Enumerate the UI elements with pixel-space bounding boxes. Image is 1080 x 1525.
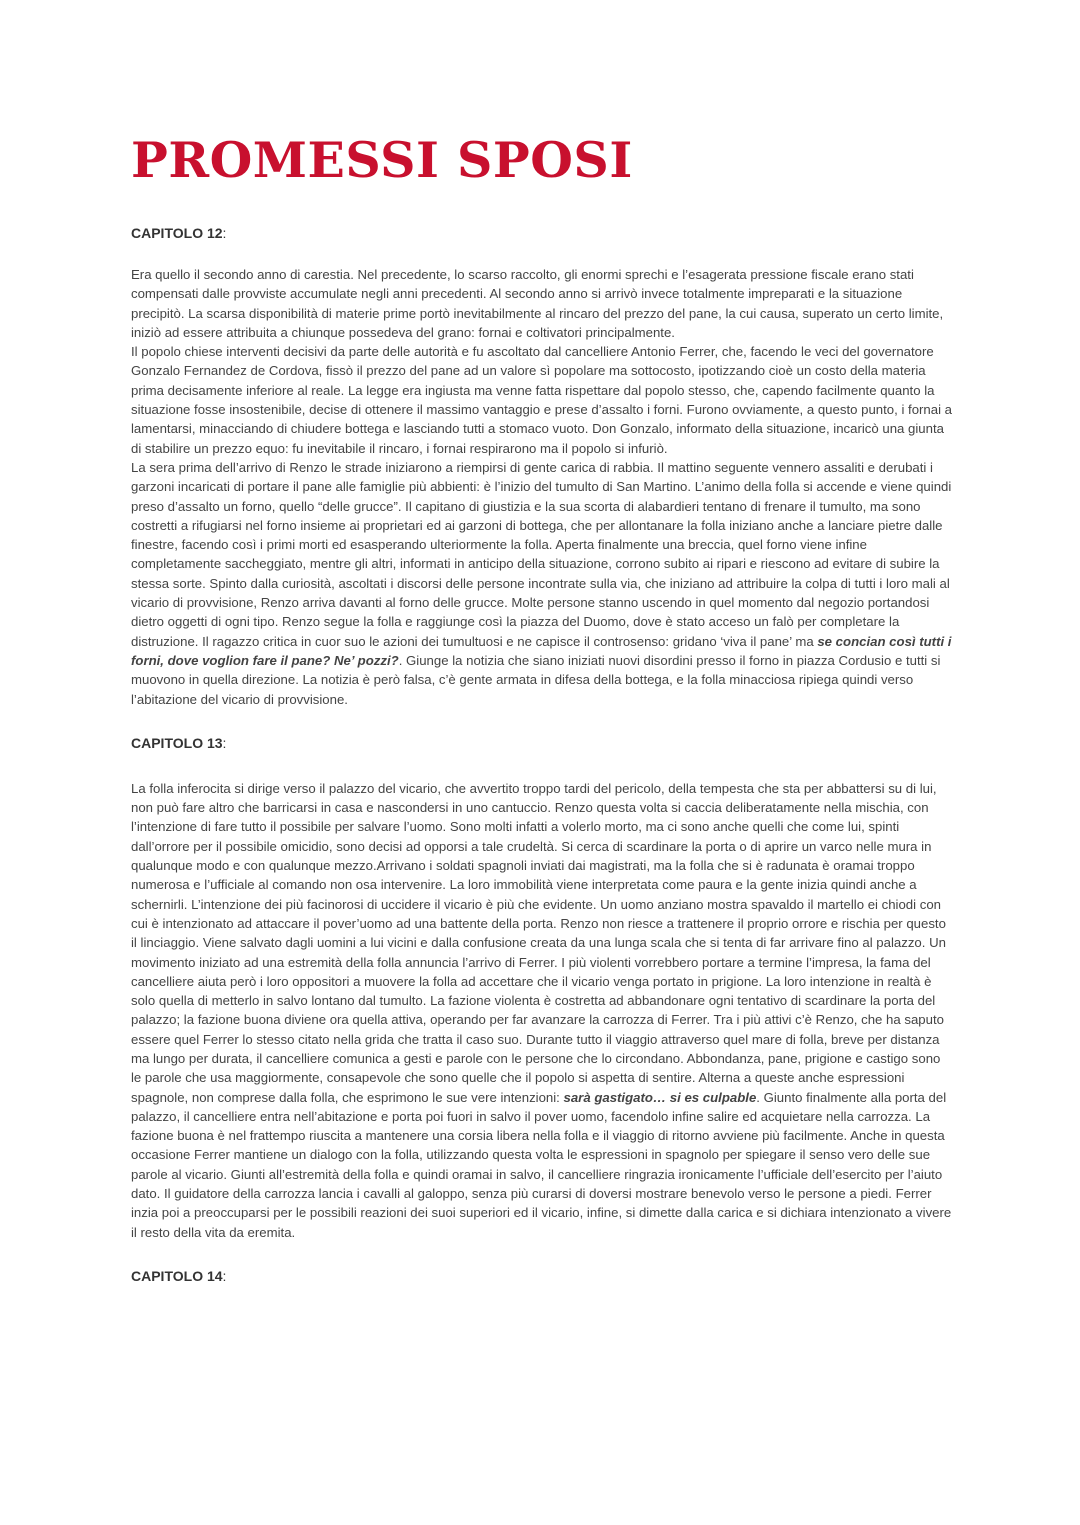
document-title: PROMESSI SPOSI bbox=[131, 131, 633, 189]
chapter-13-colon: : bbox=[222, 734, 227, 751]
chapter-13-paragraph-1 bbox=[131, 779, 953, 1242]
chapter-12-italic-quote: se concian così tutti i forni, dove voglion fare il pane? Ne’ pozzi? bbox=[131, 633, 952, 668]
chapter-13-paragraph-1-tail: . Giunto finalmente alla porta del palazzo, il cancelliere entra nell’abitazione e porta poi fuori in salvo il pover uomo, facendolo infine salire ed acquietare nella carrozza. La fazione buona è nel frattempo riuscita a mantenere una corsia libera nella folla e il viaggio di ritorno avviene più facilmente. Anche in questa occasione Ferrer mantiene un dialogo con la folla, utilizzando questa volta le espressioni in spagnolo per spiegare il senso vero delle sue parole al vicario. Giunti all’estremità della folla e quindi oramai in salvo, il cancelliere ringrazia ironicamente l’ufficiale dell’esercito per l’aiuto dato. Il guidatore della carrozza lancia i cavalli al galoppo, senza più curarsi di doversi mostrare benevolo verso le persone a piedi. Ferrer inzia poi a preoccuparsi per le possibili reazioni dei suoi superiori ed il vicario, infine, si dimette dalla carica e si dichiara intenzionato a vivere il resto della vita da eremita. bbox=[131, 1089, 952, 1240]
chapter-13-label: CAPITOLO 13 bbox=[131, 734, 223, 751]
chapter-12-paragraph-2: Il popolo chiese interventi decisivi da parte delle autorità e fu ascoltato dal cancelliere Antonio Ferrer, che, facendo le veci del governatore Gonzalo Fernandez de Cordova, fissò il prezzo del pane ad un valore sì popolare ma sottocosto, ipotizzando cioè un costo della materia prima decisamente inferiore al reale. La legge era ingiusta ma venne fatta rispettare dal popolo stesso, che, capendo facilmente quanto la situazione fosse insostenibile, decise di ottenere il massimo vantaggio e prese d’assalto i forni. Furono ovviamente, a questo punto, i fornai a lamentarsi, minacciando di chiudere bottega e lasciando tutti a stomaco vuoto. Don Gonzalo, informato della situazione, incaricò una giunta di stabilire un prezzo equo: fu inevitabile il rincaro, i fornai respirarono ma il popolo si infuriò. bbox=[131, 344, 953, 456]
chapter-heading-14 bbox=[131, 1267, 953, 1286]
chapter-heading-13 bbox=[131, 734, 953, 753]
chapter-12-colon: : bbox=[222, 225, 227, 241]
chapter-13-paragraph-1-text: La folla inferocita si dirige verso il palazzo del vicario, che avvertito troppo tardi del pericolo, della tempesta che sta per abbattersi su di lui, non può fare altro che barricarsi in casa e nascondersi in uno cantuccio. Renzo questa volta si caccia deliberatamente nella mischia, con l’intenzione di fare tutto il possibile per salvare l’uomo. Sono molti infatti a volerlo morto, ma ci sono anche quelli che come lui, spinti dall’orrore per il possibile omicidio, sono decisi ad opporsi a tale crudeltà. Si cerca di scardinare la porta o di aprire un varco nelle mura in qualunque modo e con qualunque mezzo.Arrivano i soldati spagnoli inviati dai magistrati, ma la folla che si è radunata è oramai troppo numerosa e l’ufficiale al comando non osa intervenire. La loro immobilità viene interpretata come paura e la gente inizia quindi anche a schernirli. L’intenzione dei più facinorosi di uccidere il vicario è più che evidente. Un uomo anziano mostra spavaldo il martello ei chiodi con cui è intenzionato ad attaccare il pover’uomo ad una battente della porta. Renzo non riesce a trattenere il proprio orrore e rischia per questo il linciaggio. Viene salvato dagli uomini a lui vicini e dalla confusione creata da una lunga scala che si tenta di far arrivare fino al palazzo. Un movimento iniziato ad una estremità della folla annuncia l’arrivo di Ferrer. I più violenti vorrebbero portare a termine l’impresa, la fama del cancelliere aiuta però i loro oppositori a muovere la folla ad accettare che il vicario venga portato in prigione. La loro intenzione in realtà è solo quella di metterlo in salvo lontano dal tumulto. La fazione violenta è costretta ad abbandonare ogni tentativo di scardinare la porta del palazzo; la fazione buona diviene ora quella attiva, operando per far avanzare la carrozza di Ferrer. Tra i più attivi c’è Renzo, che ha saputo essere quel Ferrer lo stesso citato nella grida che tratta il caso suo. Durante tutto il viaggio attraverso quel mare di folla, breve per distanza ma lungo per durata, il cancelliere comunica a gesti e parole con le persone che lo circondano. Abbondanza, pane, prigione e castigo sono le parole che usa maggiormente, consapevole che sono quelle che il popolo si aspetta di sentire. Alterna a queste anche espressioni spagnole, non comprese dalla folla, che esprimono le sue vere intenzioni: bbox=[131, 780, 946, 1105]
chapter-14-label: CAPITOLO 14 bbox=[131, 1267, 223, 1284]
chapter-14-colon: : bbox=[222, 1267, 227, 1284]
chapter-12-paragraph-1: Era quello il secondo anno di carestia. Nel precedente, lo scarso raccolto, gli enormi sprechi e l’esagerata pressione fiscale erano stati compensati dalle provviste accumulate negli anni precedenti. Al secondo anno si arrivò invece totalmente impreparati e la situazione precipitò. La scarsa disponibilità di materie prime portò inevitabilmente al rincaro del prezzo del pane, la cui causa, superato un certo limite, iniziò ad essere attribuita a chiunque possedeva del grano: fornai e coltivatori principalmente. bbox=[131, 267, 944, 340]
chapter-12-paragraph-3-text: La sera prima dell’arrivo di Renzo le strade iniziarono a riempirsi di gente carica di rabbia. Il mattino seguente vennero assaliti e derubati i garzoni incaricati di portare il pane alle famiglie più abbienti: è l’inizio del tumulto di San Martino. L’animo della folla si accende e viene quindi preso d’assalto un forno, quello “delle grucce”. Il capitano di giustizia e la sua scorta di alabardieri tentano di frenare il tumulto, ma sono costretti a rifugiarsi nel forno insieme ai proprietari ed ai garzoni di bottega, che per allontanare la folla iniziano anche a lanciare pietre dalle finestre, facendo così i primi morti ed esasperando ulteriormente la folla. Aperta finalmente una breccia, quel forno viene infine completamente saccheggiato, mentre gli altri, informati in anticipo della situazione, corrono subito ai ripari e riescono ad evitare di subire la stessa sorte. Spinto dalla curiosità, ascoltati i discorsi delle persone incontrate sulla via, che iniziano ad attribuire la colpa di tutti i loro mali al vicario di provvisione, Renzo arriva davanti al forno delle grucce. Molte persone stanno uscendo in quel momento dal negozio portandosi dietro oggetti di ogni tipo. Renzo segue la folla e raggiunge così la piazza del Duomo, dove è stato acceso un falò per completare la distruzione. Il ragazzo critica in cuor suo le azioni dei tumultuosi e ne capisce il controsenso: gridano ‘viva il pane’ ma bbox=[131, 459, 952, 649]
chapter-13-italic-quote: sarà gastigato… si es culpable bbox=[563, 1089, 757, 1105]
chapter-12-paragraph-3-tail: . Giunge la notizia che siano iniziati nuovi disordini presso il forno in piazza Cordusio e tutti si muovono in quella direzione. La notizia è però falsa, c’è gente armata in difesa della bottega, e la folla minacciosa ripiega quindi verso l’abitazione del vicario di provvisione. bbox=[131, 652, 941, 707]
chapter-heading-12 bbox=[131, 224, 953, 243]
document-page bbox=[131, 130, 953, 1286]
chapter-12-label: CAPITOLO 12 bbox=[131, 225, 223, 241]
chapter-12-paragraph-3 bbox=[131, 458, 953, 709]
